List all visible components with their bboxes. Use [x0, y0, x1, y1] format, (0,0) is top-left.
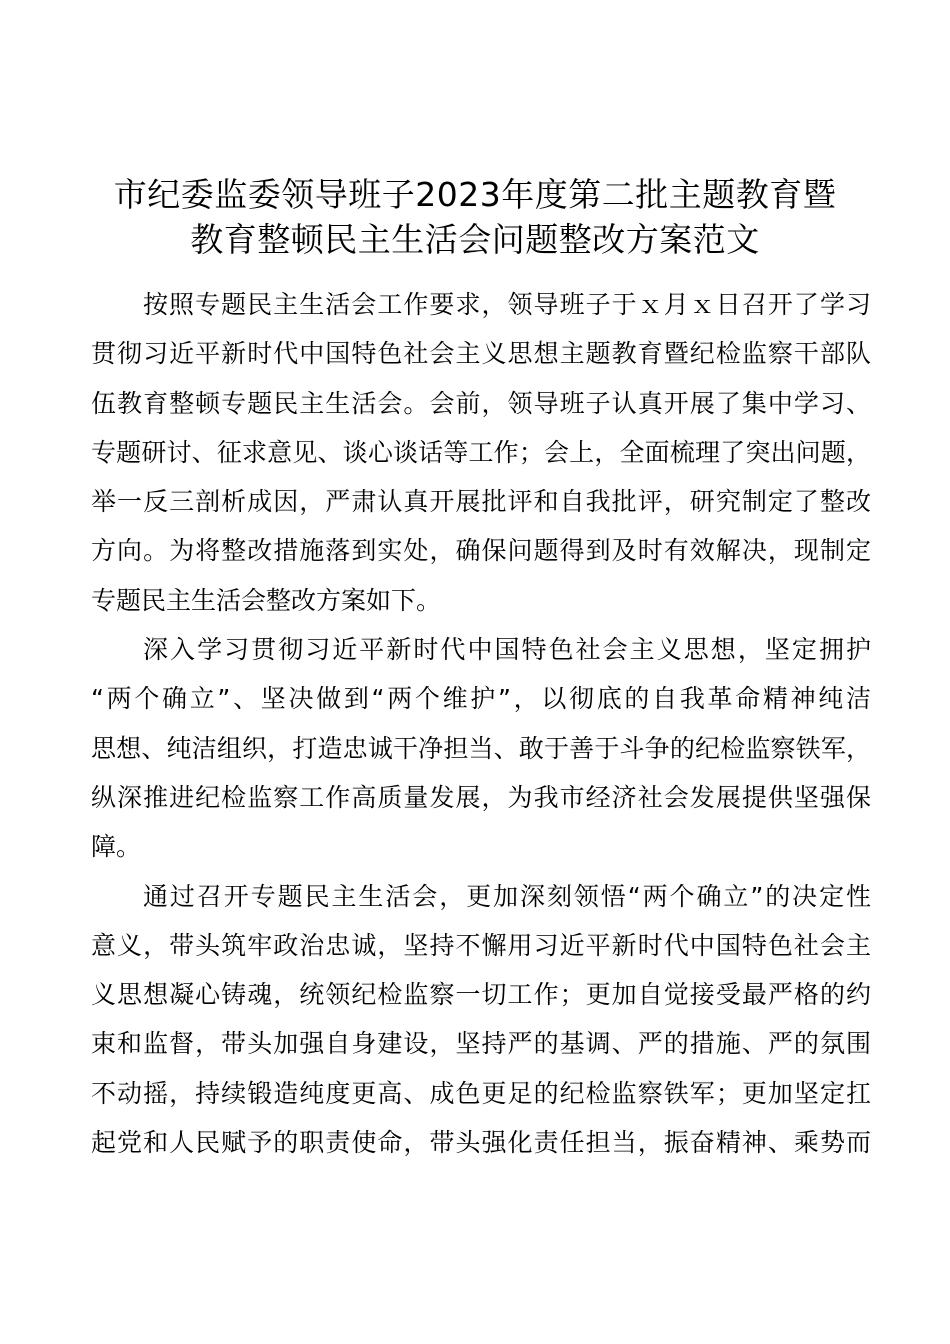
text-line: 意义，带头筑牢政治忠诚，坚持不懈用习近平新时代中国特色社会主 — [91, 930, 871, 960]
document-body — [91, 280, 871, 1167]
text-line: 纵深推进纪检监察工作高质量发展，为我市经济社会发展提供坚强保 — [91, 782, 871, 812]
text-line: 通过召开专题民主生活会，更加深刻领悟“两个确立”的决定性 — [143, 881, 871, 911]
text-line: 专题研讨、征求意见、谈心谈话等工作；会上，全面梳理了突出问题， — [91, 437, 871, 467]
text-line: 深入学习贯彻习近平新时代中国特色社会主义思想，坚定拥护 — [143, 635, 871, 665]
text-line: 按照专题民主生活会工作要求，领导班子于ｘ月ｘ日召开了学习 — [143, 290, 871, 319]
text-line: 思想、纯洁组织，打造忠诚干净担当、敢于善于斗争的纪检监察铁军， — [91, 733, 871, 763]
text-line: “两个确立”、坚决做到“两个维护”，以彻底的自我革命精神纯洁 — [91, 684, 871, 714]
paragraph-3 — [91, 872, 871, 1168]
text-line: 束和监督，带头加强自身建设，坚持严的基调、严的措施、严的氛围 — [91, 1029, 871, 1059]
paragraph-2 — [91, 625, 871, 871]
paragraph-1 — [91, 280, 871, 625]
text-line: 专题民主生活会整改方案如下。 — [91, 585, 442, 615]
document-title — [60, 172, 890, 262]
text-line: 方向。为将整改措施落到实处，确保问题得到及时有效解决，现制定 — [91, 536, 871, 566]
title-line-1: 市纪委监委领导班子2023年度第二批主题教育暨 — [113, 175, 837, 214]
text-line: 障。 — [91, 832, 142, 862]
text-line: 贯彻习近平新时代中国特色社会主义思想主题教育暨纪检监察干部队 — [91, 339, 871, 369]
title-line-2: 教育整顿民主生活会问题整改方案范文 — [190, 220, 760, 259]
text-line: 不动摇，持续锻造纯度更高、成色更足的纪检监察铁军；更加坚定扛 — [91, 1078, 871, 1108]
text-line: 起党和人民赋予的职责使命，带头强化责任担当，振奋精神、乘势而 — [91, 1128, 871, 1158]
text-line: 举一反三剖析成因，严肃认真开展批评和自我批评，研究制定了整改 — [91, 487, 871, 517]
text-line: 伍教育整顿专题民主生活会。会前，领导班子认真开展了集中学习、 — [91, 388, 871, 418]
text-line: 义思想凝心铸魂，统领纪检监察一切工作；更加自觉接受最严格的约 — [91, 980, 871, 1010]
